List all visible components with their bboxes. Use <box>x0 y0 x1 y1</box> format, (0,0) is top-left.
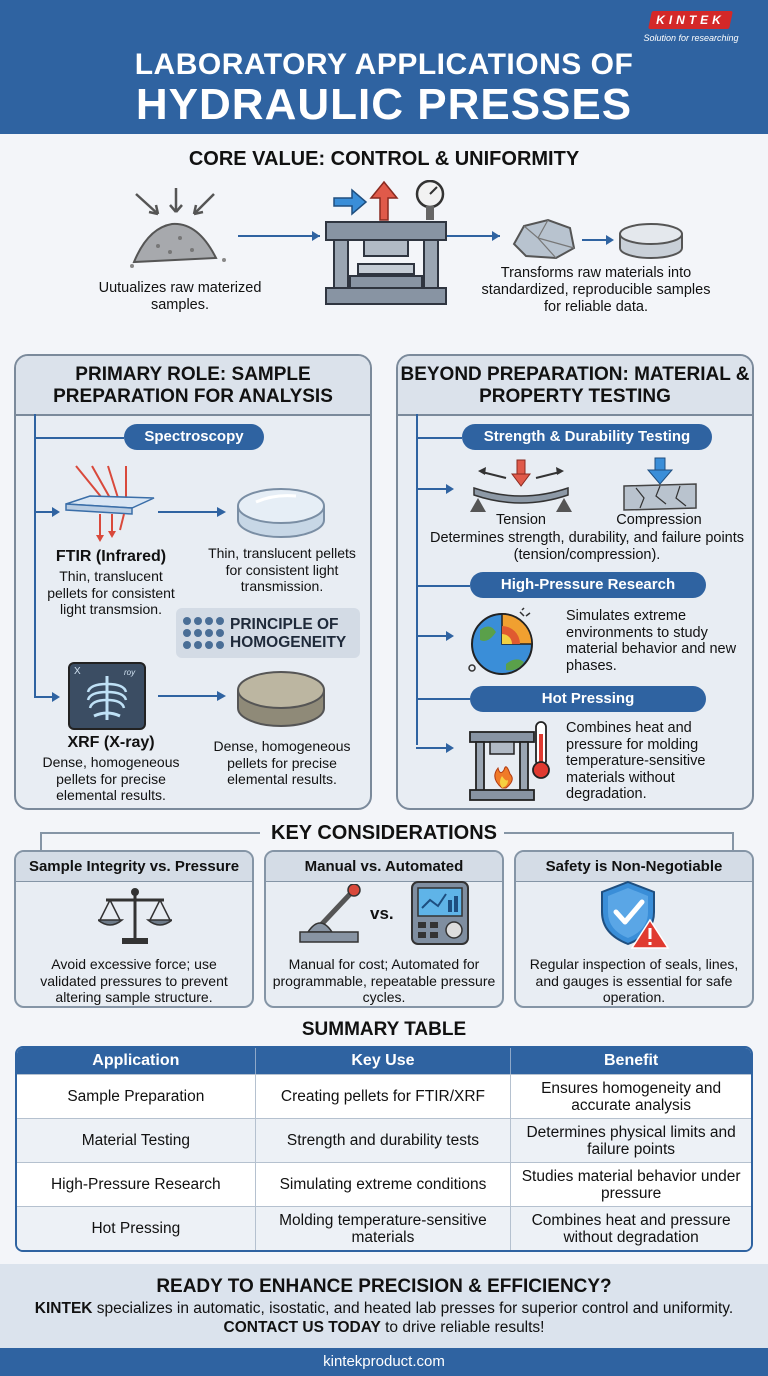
consideration-text: Regular inspection of seals, lines, and gauges is essential for safe operation. <box>529 956 739 1005</box>
table-row <box>17 1206 751 1250</box>
particle-grid-icon <box>182 616 226 650</box>
consideration-text: Avoid excessive force; use validated pressures to prevent altering sample structure. <box>40 956 228 1005</box>
brand-tagline: Solution for researching <box>643 33 739 43</box>
tension-icon <box>468 458 574 514</box>
ribcage-icon <box>80 672 134 726</box>
table-cell: Determines physical limits and failure points <box>511 1118 751 1162</box>
ftir-pellet-icon <box>62 464 156 544</box>
arrow-right-icon <box>416 741 456 755</box>
connector-line <box>416 698 470 700</box>
xrf-description: Dense, homogeneous pellets for precise elemental results. <box>42 754 180 803</box>
raw-powder-icon <box>128 186 238 276</box>
strength-description: Determines strength, durability, and failure points (tension/compression). <box>429 530 745 563</box>
spectroscopy-pill: Spectroscopy <box>124 424 264 450</box>
connector-line <box>416 585 470 587</box>
table-cell: Strength and durability tests <box>256 1118 512 1162</box>
page-title-line2: HYDRAULIC PRESSES <box>135 80 633 129</box>
table-cell: Creating pellets for FTIR/XRF <box>256 1074 512 1118</box>
compression-label: Compression <box>616 512 702 528</box>
raw-to-pellet-icon <box>508 214 688 264</box>
table-cell: Molding temperature-sensitive materials <box>256 1206 512 1250</box>
cta-title: READY TO ENHANCE PRECISION & EFFICIENCY? <box>156 1276 612 1297</box>
consideration-title: Manual vs. Automated <box>266 852 502 882</box>
cta-body <box>20 1300 748 1337</box>
high-pressure-pill: High-Pressure Research <box>470 572 706 598</box>
table-cell: Combines heat and pressure without degradation <box>511 1206 751 1250</box>
manual-lever-icon <box>298 884 364 946</box>
cta-text: specializes in automatic, isostatic, and heated lab presses for superior control and uniformity. <box>92 1300 734 1317</box>
hot-press-icon <box>466 718 556 802</box>
translucent-pellet-icon <box>234 482 328 542</box>
key-considerations-title: KEY CONSIDERATIONS <box>271 822 497 844</box>
arrow-right-icon <box>416 629 456 643</box>
safety-shield-icon <box>598 880 670 950</box>
xray-icon-label-left: X <box>74 666 81 677</box>
hot-pressing-pill: Hot Pressing <box>470 686 706 712</box>
automated-controller-icon <box>410 880 470 946</box>
consideration-title: Sample Integrity vs. Pressure <box>16 852 252 882</box>
brand-name[interactable]: KINTEK <box>656 13 725 27</box>
ftir-result-text: Thin, translucent pellets for consistent light transmission. <box>208 545 356 594</box>
core-left-text: Uutualizes raw materized samples. <box>98 280 262 313</box>
principle-label: PRINCIPLE OF HOMOGENEITY <box>230 616 347 651</box>
xrf-label: XRF (X-ray) <box>67 734 155 751</box>
table-header-row <box>17 1048 751 1074</box>
earth-core-icon <box>466 604 546 678</box>
contact-us-link[interactable]: CONTACT US TODAY <box>223 1318 381 1336</box>
cta-text: to drive reliable results! <box>380 1318 545 1336</box>
core-right-text: Transforms raw materials into standardized, reproducible samples for reliable data. <box>481 265 711 315</box>
arrow-right-icon <box>34 690 62 704</box>
high-pressure-description: Simulates extreme environments to study material behavior and new phases. <box>566 608 737 674</box>
table-cell: Ensures homogeneity and accurate analysis <box>511 1074 751 1118</box>
arrow-right-icon <box>34 505 62 519</box>
cta-brand: KINTEK <box>34 1300 93 1317</box>
arrow-right-icon <box>416 482 456 496</box>
summary-table <box>15 1046 753 1252</box>
ftir-description: Thin, translucent pellets for consistent light transmsion. <box>47 568 175 617</box>
column-header: Benefit <box>511 1048 751 1074</box>
hot-pressing-description: Combines heat and pressure for molding temperature-sensitive materials without degradation. <box>566 720 706 802</box>
hydraulic-press-icon <box>234 180 504 306</box>
primary-role-title: PRIMARY ROLE: SAMPLE PREPARATION FOR ANALYSIS <box>16 356 370 416</box>
summary-table-title: SUMMARY TABLE <box>301 1019 467 1040</box>
connector-line <box>416 414 418 745</box>
page-title-line1: LABORATORY APPLICATIONS OF <box>134 48 634 81</box>
table-cell: Hot Pressing <box>17 1206 256 1250</box>
xray-icon-label-right: roy <box>124 668 136 677</box>
table-cell: Material Testing <box>17 1118 256 1162</box>
compression-icon <box>620 456 700 512</box>
connector-line <box>416 437 462 439</box>
consideration-title: Safety is Non-Negotiable <box>516 852 752 882</box>
ftir-label: FTIR (Infrared) <box>55 548 167 565</box>
strength-testing-pill: Strength & Durability Testing <box>462 424 712 450</box>
consideration-text: Manual for cost; Automated for programmable, repeatable pressure cycles. <box>272 956 496 1005</box>
footer-url-link[interactable]: kintekproduct.com <box>0 1348 768 1376</box>
table-row <box>17 1162 751 1206</box>
arrow-right-icon <box>158 504 228 520</box>
table-cell: High-Pressure Research <box>17 1162 256 1206</box>
arrow-right-icon <box>158 688 228 704</box>
table-row <box>17 1118 751 1162</box>
core-value-title: CORE VALUE: CONTROL & UNIFORMITY <box>188 148 580 170</box>
column-header: Application <box>17 1048 256 1074</box>
xrf-result-text: Dense, homogeneous pellets for precise elemental results. <box>213 738 351 787</box>
tension-label: Tension <box>496 512 546 528</box>
table-cell: Sample Preparation <box>17 1074 256 1118</box>
table-row <box>17 1074 751 1118</box>
versus-label: vs. <box>370 904 394 923</box>
column-header: Key Use <box>256 1048 512 1074</box>
beyond-preparation-title: BEYOND PREPARATION: MATERIAL & PROPERTY TESTING <box>398 356 752 416</box>
table-cell: Simulating extreme conditions <box>256 1162 512 1206</box>
table-cell: Studies material behavior under pressure <box>511 1162 751 1206</box>
balance-scale-icon <box>98 886 172 948</box>
connector-line <box>34 437 124 439</box>
dense-pellet-icon <box>234 666 328 730</box>
connector-line <box>34 414 36 697</box>
